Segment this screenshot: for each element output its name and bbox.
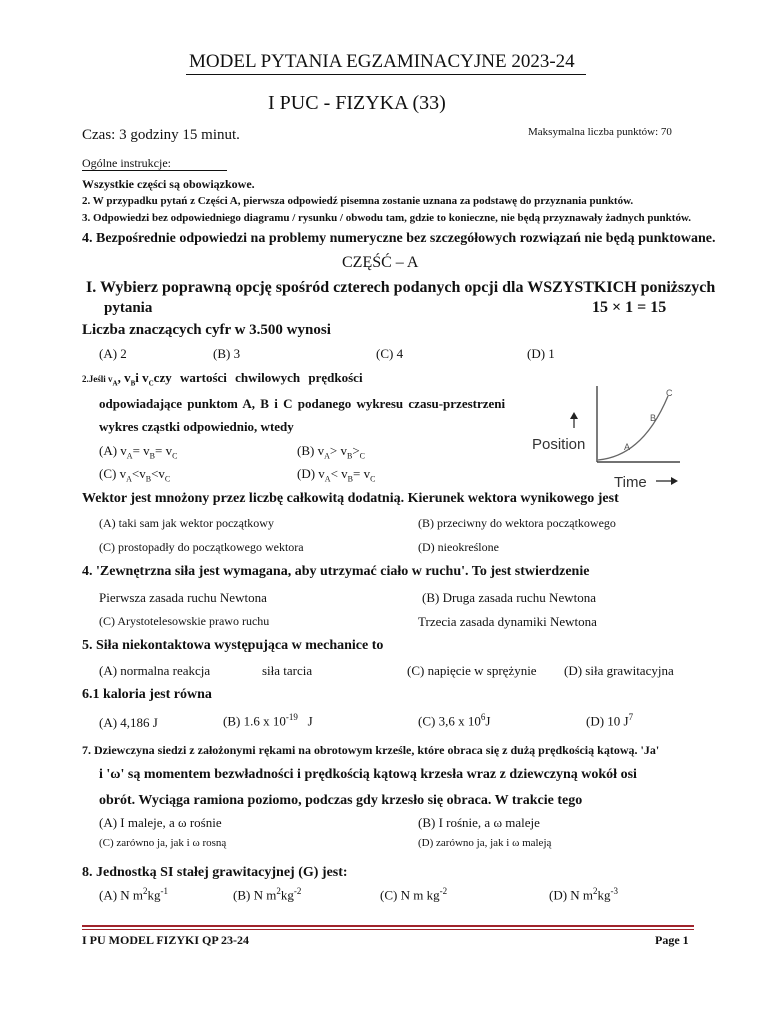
- subject-title: I PUC - FIZYKA (33): [268, 92, 446, 114]
- q3-option-a: (A) taki sam jak wektor początkowy: [99, 516, 274, 530]
- q1-option-c: (C) 4: [376, 346, 404, 361]
- q8-option-b: (B) N $m^2kg^{-2}$: [233, 886, 302, 903]
- part-label: CZĘŚĆ – A: [342, 254, 419, 271]
- instruction-3: 3. Odpowiedzi bez odpowiedniego diagramu / rysunku / obwodu tam, gdzie to konieczne, nie będą przyznawały żadnych punktów.: [82, 212, 692, 224]
- graph-x-label: Time: [614, 474, 647, 491]
- q2-option-b: (B) $v_A> v_B>_C$: [297, 443, 365, 461]
- q5-option-c: (C) napięcie w sprężynie: [407, 663, 537, 678]
- q4-option-a: Pierwsza zasada ruchu Newtona: [99, 590, 267, 605]
- q2-text-line2: odpowiadające punktom A, B i C podanego wykresu czasu-przestrzeni: [99, 396, 506, 411]
- q8-option-a: (A) N $m^2kg^{-1}$: [99, 886, 169, 903]
- q6-text: 6.1 kaloria jest równa: [82, 687, 212, 702]
- instructions-heading: Ogólne instrukcje:: [82, 156, 171, 170]
- q8-option-d: (D) N $m^2kg^{-3}$: [549, 886, 619, 903]
- q1-text: Liczba znaczących cyfr w 3.500 wynosi: [82, 322, 331, 338]
- graph-point-c: C: [666, 388, 673, 398]
- q7-text-line3: obrót. Wyciąga ramiona poziomo, podczas gdy krzesło się obraca. W trakcie tego: [99, 793, 583, 808]
- q6-option-a: (A) 4,186 J: [99, 715, 158, 730]
- q3-option-b: (B) przeciwny do wektora początkowego: [418, 516, 616, 530]
- graph-point-a: A: [624, 442, 631, 452]
- q7-text-line2: i 'ω' są momentem bezwładności i prędkością kątową krzesła wraz z dziewczyną wokół osi: [99, 767, 637, 782]
- q4-text: 4. 'Zewnętrzna siła jest wymagana, aby utrzymać ciało w ruchu'. To jest stwierdzenie: [82, 564, 590, 579]
- q7-option-c: (C) zarówno ja, jak i ω rosną: [99, 837, 227, 849]
- q1-option-d: (D) 1: [527, 346, 555, 361]
- footer-rule-top: [82, 925, 694, 927]
- q8-text: 8. Jednostką SI stałej grawitacyjnej (G) jest:: [82, 865, 348, 880]
- section-heading-2: pytania: [104, 300, 153, 316]
- max-points-text: Maksymalna liczba punktów: 70: [528, 126, 672, 138]
- instruction-2: 2. W przypadku pytań z Części A, pierwsza odpowiedź pisemna zostanie uznana za podstawę do przyznania punktów.: [82, 195, 634, 207]
- q5-option-d: (D) siła grawitacyjna: [564, 663, 674, 678]
- q4-option-d: Trzecia zasada dynamiki Newtona: [418, 614, 597, 629]
- instruction-1: Wszystkie części są obowiązkowe.: [82, 177, 255, 191]
- graph-curve: [598, 396, 668, 460]
- graph-right-arrow-head: [671, 477, 678, 485]
- q6-option-c: (C) 3,6 x $10^6J$: [418, 712, 491, 729]
- q1-option-b: (B) 3: [213, 346, 241, 361]
- q2-text-line3: wykres cząstki odpowiednio, wtedy: [99, 419, 294, 434]
- q2-option-c: (C) $v_A<v_B<v_C$: [99, 466, 171, 484]
- q4-option-c: (C) Arystotelesowskie prawo ruchu: [99, 614, 270, 628]
- q5-text: 5. Siła niekontaktowa występująca w mechanice to: [82, 638, 384, 653]
- q3-option-c: (C) prostopadły do początkowego wektora: [99, 540, 304, 554]
- q3-text: Wektor jest mnożony przez liczbę całkowitą dodatnią. Kierunek wektora wynikowego jest: [82, 491, 619, 506]
- footer-rule-bottom: [82, 929, 694, 930]
- graph-up-arrow-head: [570, 412, 578, 419]
- q7-option-d: (D) zarówno ja, jak i ω maleją: [418, 837, 552, 849]
- section-heading: I. Wybierz poprawną opcję spośród czterech podanych opcji dla WSZYSTKICH poniższych: [86, 279, 716, 296]
- footer-left-text: I PU MODEL FIZYKI QP 23-24: [82, 933, 250, 947]
- q2-option-a: (A) $v_A= v_B= v_C$: [99, 443, 178, 461]
- q7-option-b: (B) I rośnie, a ω maleje: [418, 815, 540, 830]
- q1-option-a: (A) 2: [99, 346, 127, 361]
- section-marks: 15 × 1 = 15: [592, 299, 667, 316]
- q6-option-d: (D) 10 $J^7$: [586, 712, 634, 729]
- q5-option-b: siła tarcia: [262, 663, 313, 678]
- exam-title: MODEL PYTANIA EGZAMINACYJNE 2023-24: [189, 51, 575, 72]
- footer-page-number: Page 1: [655, 933, 689, 947]
- q7-text-line1: 7. Dziewczyna siedzi z założonymi rękami na obrotowym krześle, które obraca się z dużą prędkością kątową. 'Ja': [82, 743, 660, 757]
- q6-option-b: (B) 1.6 x $10^{-19}$ J: [223, 712, 313, 729]
- graph-point-b: B: [650, 413, 657, 423]
- position-time-graph: [528, 376, 694, 492]
- q7-option-a: (A) I maleje, a ω rośnie: [99, 815, 222, 830]
- q4-option-b: (B) Druga zasada ruchu Newtona: [422, 590, 596, 605]
- q3-option-d: (D) nieokreślone: [418, 540, 499, 554]
- q5-option-a: (A) normalna reakcja: [99, 663, 211, 678]
- duration-text: Czas: 3 godziny 15 minut.: [82, 127, 240, 143]
- q8-option-c: (C) N m $kg^{-2}$: [380, 886, 448, 903]
- instruction-4: 4. Bezpośrednie odpowiedzi na problemy numeryczne bez szczegółowych rozwiązań nie będą punktowane.: [82, 231, 716, 246]
- graph-y-label: Position: [532, 436, 586, 453]
- q2-text-line1: 2.Jeśli $v_A$, $v_Bi$ $v_Cczy$ wartości chwilowych prędkości: [82, 370, 363, 388]
- title-underline: [186, 74, 586, 75]
- instructions-underline: [82, 170, 227, 171]
- q2-option-d: (D) $v_A< v_B= v_C$: [297, 466, 376, 484]
